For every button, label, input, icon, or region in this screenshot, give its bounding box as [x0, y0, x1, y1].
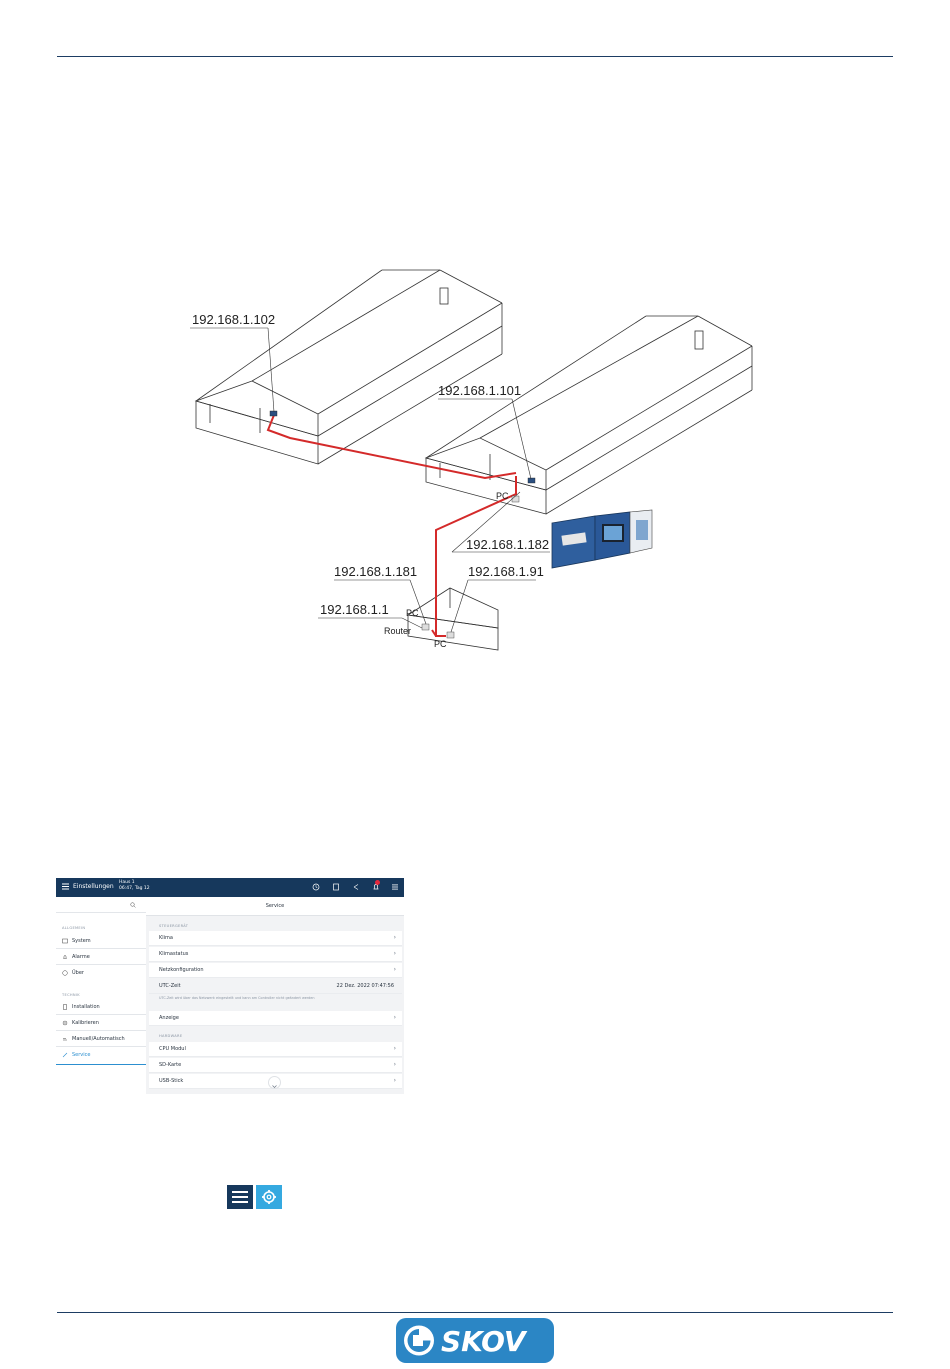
sidebar-divider [56, 1030, 146, 1031]
skov-logo [395, 1317, 555, 1364]
system-icon [62, 938, 68, 944]
ip-controller: 192.168.1.182 [466, 537, 550, 552]
house-time: 06:47, Tag 12 [119, 886, 150, 891]
sidebar-item-label: Manuell/Automatisch [72, 1036, 125, 1042]
search-icon[interactable] [130, 902, 136, 908]
utc-note: UTC-Zeit wird über das Netzwerk eingestellt und kann am Controller nicht geändert werden [159, 996, 315, 1000]
chevron-down-icon [269, 1081, 280, 1092]
sidebar-divider [56, 1046, 146, 1047]
sidebar-section-tech: TECHNIK [62, 993, 80, 997]
service-panel [146, 897, 404, 1094]
gear-icon [256, 1185, 282, 1209]
office-outline [408, 588, 498, 650]
pc-label-office: PC [406, 608, 419, 618]
app-header [56, 878, 404, 897]
calibrate-icon [62, 1020, 68, 1026]
group-hardware: HARDWARE [159, 1034, 183, 1038]
chevron-right-icon: › [393, 1014, 396, 1021]
sidebar-divider [56, 1014, 146, 1015]
sidebar-divider [56, 912, 146, 913]
ip-pc-right: 192.168.1.91 [468, 564, 544, 579]
chevron-right-icon: › [393, 966, 396, 973]
router-label: Router [384, 626, 412, 636]
row-sd-karte[interactable] [149, 1058, 402, 1073]
network-diagram [190, 268, 755, 653]
chevron-right-icon: › [393, 950, 396, 957]
footer-rule [57, 1312, 893, 1313]
row-cpu-modul[interactable] [149, 1042, 402, 1057]
sidebar-section-general: ALLGEMEIN [62, 926, 86, 930]
controller-service-screenshot [56, 878, 404, 1094]
active-indicator [56, 1064, 146, 1065]
right-house-outline [426, 316, 752, 514]
row-label: Netzkonfiguration [159, 967, 204, 973]
panel-title: Service [265, 903, 285, 909]
left-house-outline [196, 270, 502, 464]
ip-left-house: 192.168.1.102 [192, 312, 276, 327]
hand-icon [62, 1036, 68, 1042]
panel-header [146, 897, 404, 916]
hamburger-icon[interactable] [62, 883, 69, 890]
chevron-right-icon: › [393, 1061, 396, 1068]
sidebar-item-label: Installation [72, 1004, 100, 1010]
group-controller: STEUERGERÄT [159, 924, 189, 928]
sidebar-item-label: Über [72, 970, 84, 976]
share-icon[interactable] [352, 883, 360, 891]
header-rule [57, 56, 893, 57]
scroll-down-button[interactable] [268, 1076, 281, 1089]
row-klimastatus[interactable] [149, 947, 402, 962]
row-anzeige[interactable] [149, 1011, 402, 1026]
leader-lines [190, 328, 550, 632]
notification-badge [375, 880, 380, 885]
clock-icon[interactable] [312, 883, 320, 891]
row-label: UTC-Zeit [159, 983, 181, 989]
chevron-right-icon: › [393, 1045, 396, 1052]
row-klima[interactable] [149, 931, 402, 946]
bell-icon [62, 954, 68, 960]
logo-text: SKOV [441, 1325, 526, 1358]
menu-button-icon [227, 1185, 253, 1209]
gear-button-icon [256, 1185, 282, 1209]
row-label: Anzeige [159, 1015, 179, 1021]
wrench-icon [62, 1052, 68, 1058]
pc-label-right: PC [434, 639, 447, 649]
device-icon [62, 1004, 68, 1010]
header-title: Einstellungen [73, 883, 114, 890]
sidebar-item-label: Alarme [72, 954, 90, 960]
row-label: CPU Modul [159, 1046, 186, 1052]
row-label: USB-Stick [159, 1078, 184, 1084]
row-utc-time [149, 979, 402, 994]
ip-pc-office: 192.168.1.181 [334, 564, 418, 579]
house-name: Haus 1 [119, 880, 135, 885]
sidebar-item-label: Kalibrieren [72, 1020, 99, 1026]
house-info[interactable] [119, 880, 150, 892]
ip-router: 192.168.1.1 [320, 602, 389, 617]
chevron-right-icon: › [393, 934, 396, 941]
info-icon [62, 970, 68, 976]
row-label: Klima [159, 935, 173, 941]
sidebar-divider [56, 964, 146, 965]
network-cable [268, 415, 516, 636]
menu-icon[interactable] [391, 883, 399, 891]
utc-value: 22 Dez. 2022 07:47:56 [336, 983, 394, 989]
row-label: SD-Karte [159, 1062, 182, 1068]
sidebar [56, 897, 146, 1094]
row-label: Klimastatus [159, 951, 189, 957]
pc-label-controller: PC [496, 491, 509, 501]
row-netzkonfiguration[interactable] [149, 963, 402, 978]
sidebar-divider [56, 948, 146, 949]
sidebar-item-label: Service [72, 1052, 91, 1058]
controller-image [552, 510, 652, 568]
menu-icon [227, 1185, 253, 1209]
ip-right-house: 192.168.1.101 [438, 383, 522, 398]
document-icon[interactable] [332, 883, 340, 891]
chevron-right-icon: › [393, 1077, 396, 1084]
sidebar-item-label: System [72, 938, 91, 944]
